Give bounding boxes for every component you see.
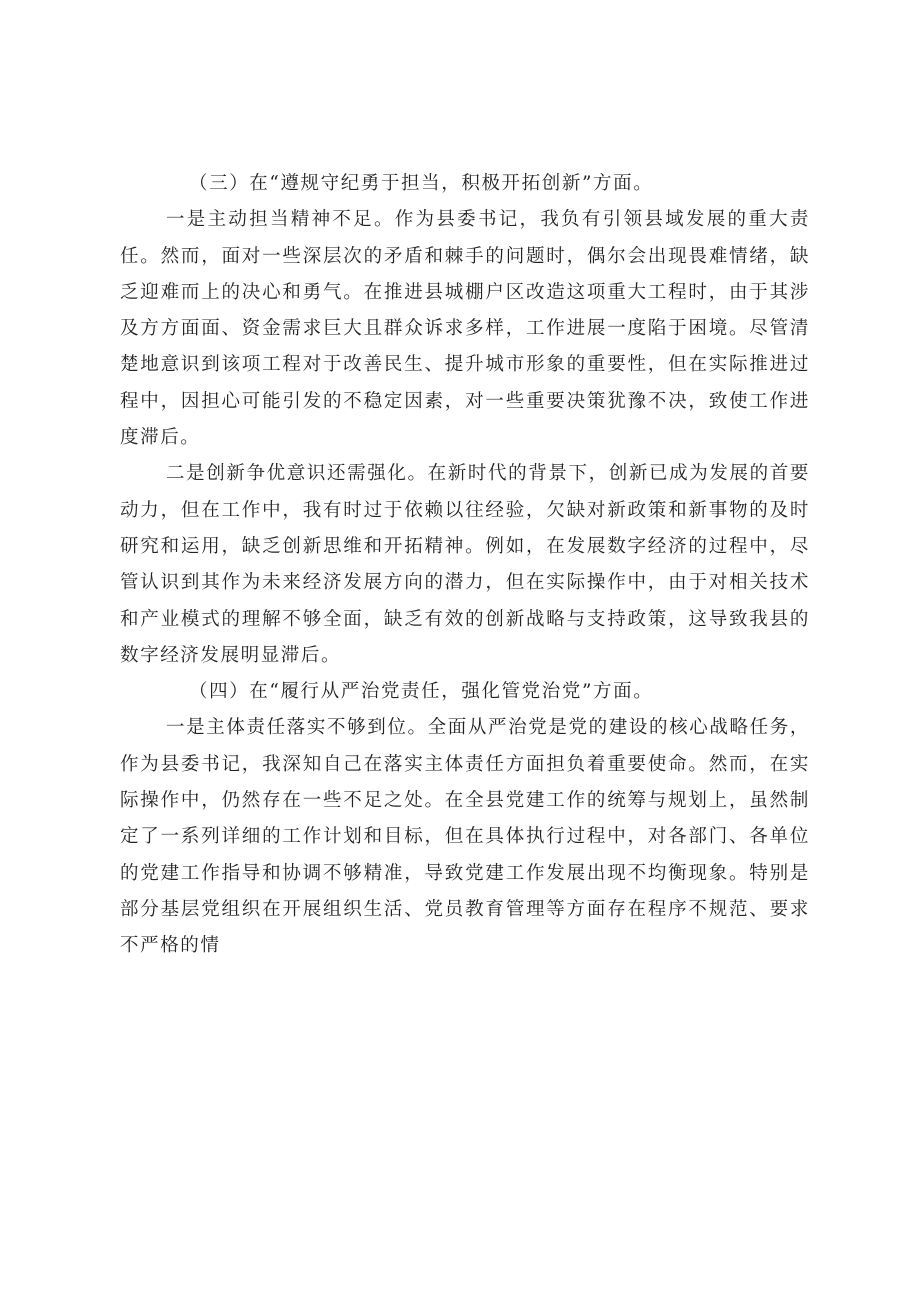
document-body	[120, 166, 810, 965]
paragraph-initiative: 一是主动担当精神不足。作为县委书记，我负有引领县域发展的重大责任。然而，面对一些深层次的矛盾和棘手的问题时，偶尔会出现畏难情绪，缺乏迎难而上的决心和勇气。在推进县城棚户区改造这项重大工程时，由于其涉及方方面面、资金需求巨大且群众诉求多样，工作进展一度陷于困境。尽管清楚地意识到该项工程对于改善民生、提升城市形象的重要性，但在实际推进过程中，因担心可能引发的不稳定因素，对一些重要决策犹豫不决，致使工作进度滞后。	[120, 209, 810, 449]
section-heading-3: （三）在“遵规守纪勇于担当，积极开拓创新”方面。	[189, 173, 654, 194]
paragraph-responsibility: 一是主体责任落实不够到位。全面从严治党是党的建设的核心战略任务，作为县委书记，我深知自己在落实主体责任方面担负着重要使命。然而，在实际操作中，仍然存在一些不足之处。在全县党建工作的统筹与规划上，虽然制定了一系列详细的工作计划和目标，但在具体执行过程中，对各部门、各单位的党建工作指导和协调不够精准，导致党建工作发展出现不均衡现象。特别是部分基层党组织在开展组织生活、党员教育管理等方面存在程序不规范、要求不严格的情	[120, 717, 810, 957]
section-heading-4: （四）在“履行从严治党责任，强化管党治党”方面。	[189, 681, 654, 703]
paragraph-innovation: 二是创新争优意识还需强化。在新时代的背景下，创新已成为发展的首要动力，但在工作中，我有时过于依赖以往经验，欠缺对新政策和新事物的及时研究和运用，缺乏创新思维和开拓精神。例如，在发展数字经济的过程中，尽管认识到其作为未来经济发展方向的潜力，但在实际操作中，由于对相关技术和产业模式的理解不够全面，缺乏有效的创新战略与支持政策，这导致我县的数字经济发展明显滞后。	[120, 463, 810, 666]
